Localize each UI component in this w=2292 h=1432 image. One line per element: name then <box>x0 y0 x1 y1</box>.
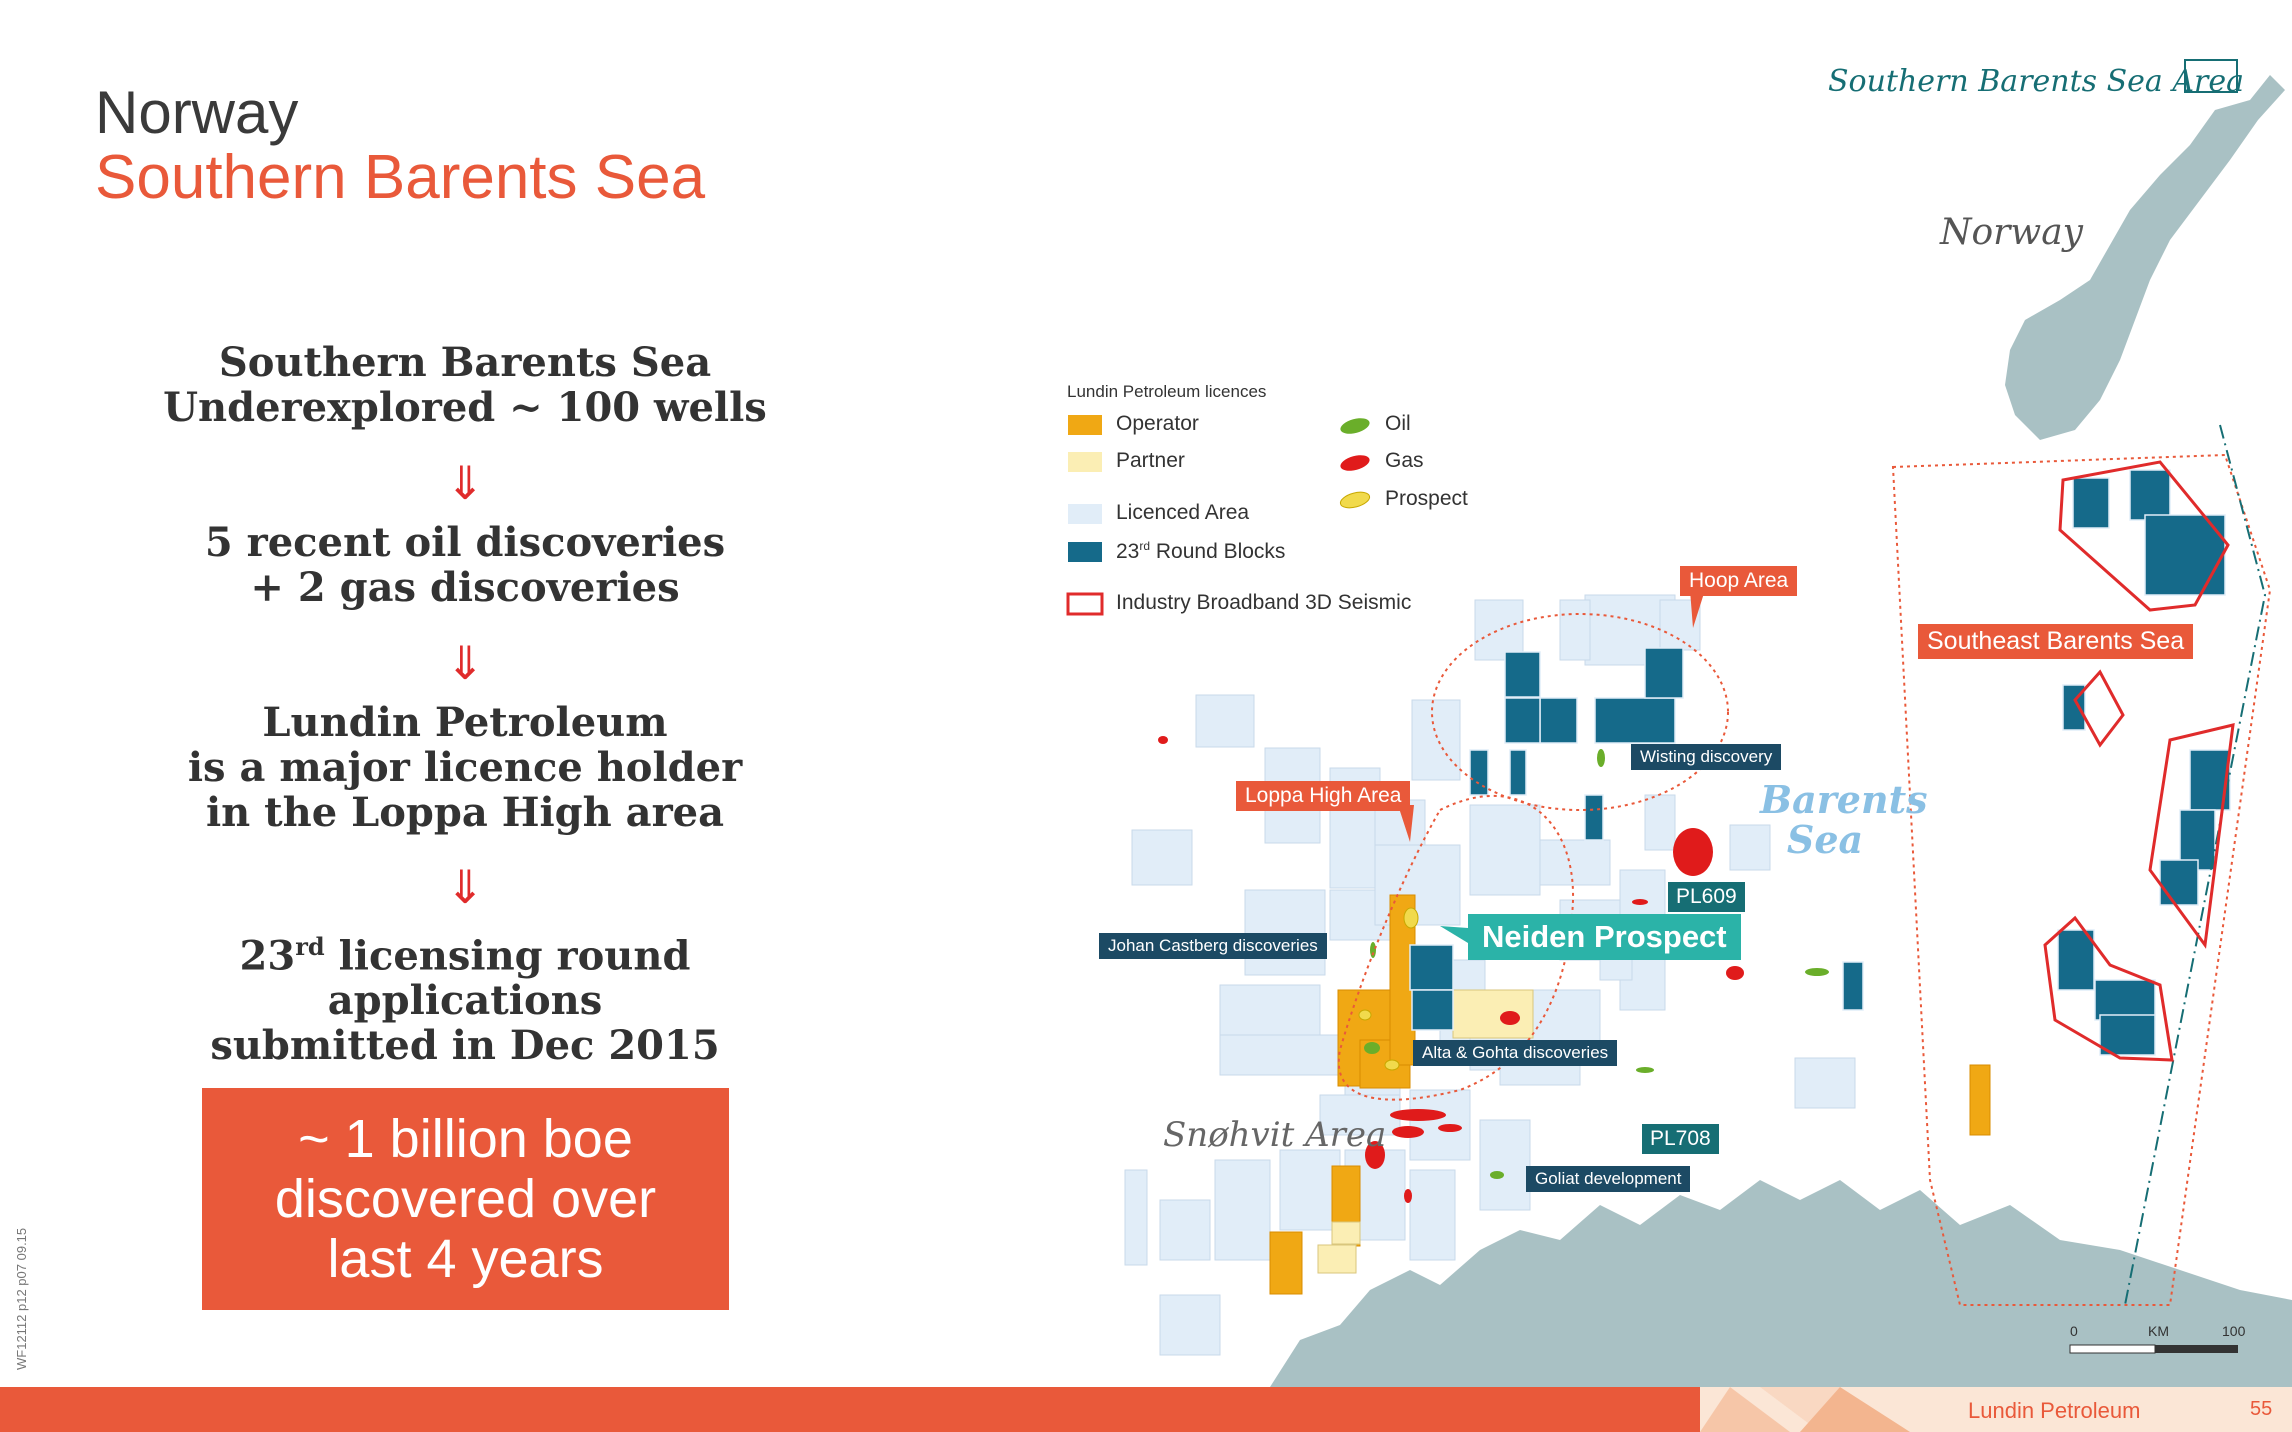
point-line: is a major licence holder <box>187 744 743 791</box>
neiden-prospect-label: Neiden Prospect <box>1468 914 1741 960</box>
point-line: Lundin Petroleum <box>262 699 668 746</box>
point-line: + 2 gas discoveries <box>250 564 680 611</box>
point-line: 5 recent oil discoveries <box>204 519 726 566</box>
legend-gas-label: Gas <box>1385 449 1424 472</box>
point-line: submitted in Dec 2015 <box>210 1022 720 1070</box>
scale-hundred: 100 <box>2222 1323 2246 1339</box>
legend-round23-swatch <box>1068 542 1102 562</box>
legend-round23-number: 23 <box>1116 540 1140 563</box>
legend-operator-label: Operator <box>1116 412 1199 435</box>
down-arrow-icon: ⇓ <box>445 860 485 914</box>
hoop-area-callout: Hoop Area <box>1680 566 1797 596</box>
johan-castberg-label: Johan Castberg discoveries <box>1099 933 1327 959</box>
point-line-rest: licensing round applications <box>324 932 691 1025</box>
ordinal-suffix: rd <box>295 932 325 961</box>
norway-label: Norway <box>1940 212 2083 253</box>
legend-seismic-swatch <box>1068 594 1102 614</box>
legend-round23-label <box>1116 539 1285 564</box>
pl609-label: PL609 <box>1668 882 1745 912</box>
legend-round23-suffix: rd <box>1139 539 1151 553</box>
goliat-development-label: Goliat development <box>1526 1166 1690 1192</box>
legend-oil-label: Oil <box>1385 412 1411 435</box>
footer-brand: Lundin Petroleum <box>1968 1398 2141 1423</box>
legend-licenced-swatch <box>1068 504 1102 524</box>
point-line: Underexplored ~ 100 wells <box>163 384 767 431</box>
wisting-discovery-label: Wisting discovery <box>1631 744 1781 770</box>
barents-sea-label <box>1760 777 1928 862</box>
legend-prospect-label: Prospect <box>1385 487 1468 510</box>
highlight-line: ~ 1 billion boe <box>298 1109 633 1169</box>
down-arrow-icon: ⇓ <box>445 456 485 510</box>
down-arrow-icon: ⇓ <box>445 636 485 690</box>
legend-title: Lundin Petroleum licences <box>1067 382 1267 401</box>
scale-bar <box>2070 1345 2238 1353</box>
sea-label-line: Barents <box>1760 777 1928 822</box>
legend-round23-rest: Round Blocks <box>1150 540 1286 563</box>
highlight-line: last 4 years <box>327 1229 604 1289</box>
scale-zero: 0 <box>2070 1323 2078 1339</box>
document-reference: WF12112 p12 p07 09.15 <box>14 1227 29 1370</box>
southeast-barents-sea-callout: Southeast Barents Sea <box>1918 624 2193 659</box>
neiden-pointer <box>1440 926 1468 943</box>
legend-licenced-label: Licenced Area <box>1116 501 1250 524</box>
point-line: Southern Barents Sea <box>218 339 712 386</box>
page-number: 55 <box>2250 1398 2273 1420</box>
legend-prospect-swatch <box>1339 489 1372 510</box>
legend-oil-swatch <box>1339 415 1372 436</box>
highlight-line: discovered over <box>274 1169 657 1229</box>
sea-label-line: Sea <box>1786 817 1864 862</box>
inset-map-title: Southern Barents Sea Area <box>1828 64 2244 99</box>
norway-landmass <box>2005 75 2285 440</box>
pl708-label: PL708 <box>1642 1124 1719 1154</box>
legend-operator-swatch <box>1068 415 1102 435</box>
legend-gas-swatch <box>1339 452 1372 473</box>
slide-subtitle: Southern Barents Sea <box>95 143 706 212</box>
ordinal-number: 23 <box>239 932 296 980</box>
point-line: in the Loppa High area <box>205 789 725 836</box>
legend-seismic-label: Industry Broadband 3D Seismic <box>1116 591 1412 614</box>
round23-blocks <box>1410 470 2230 1055</box>
snohvit-area-label: Snøhvit Area <box>1163 1115 1387 1155</box>
alta-gohta-label: Alta & Gohta discoveries <box>1413 1040 1617 1066</box>
legend-partner-label: Partner <box>1116 449 1185 472</box>
slide-title: Norway <box>95 79 299 146</box>
loppa-high-area-callout: Loppa High Area <box>1236 781 1410 811</box>
scale-unit: KM <box>2148 1323 2169 1339</box>
legend-partner-swatch <box>1068 452 1102 472</box>
